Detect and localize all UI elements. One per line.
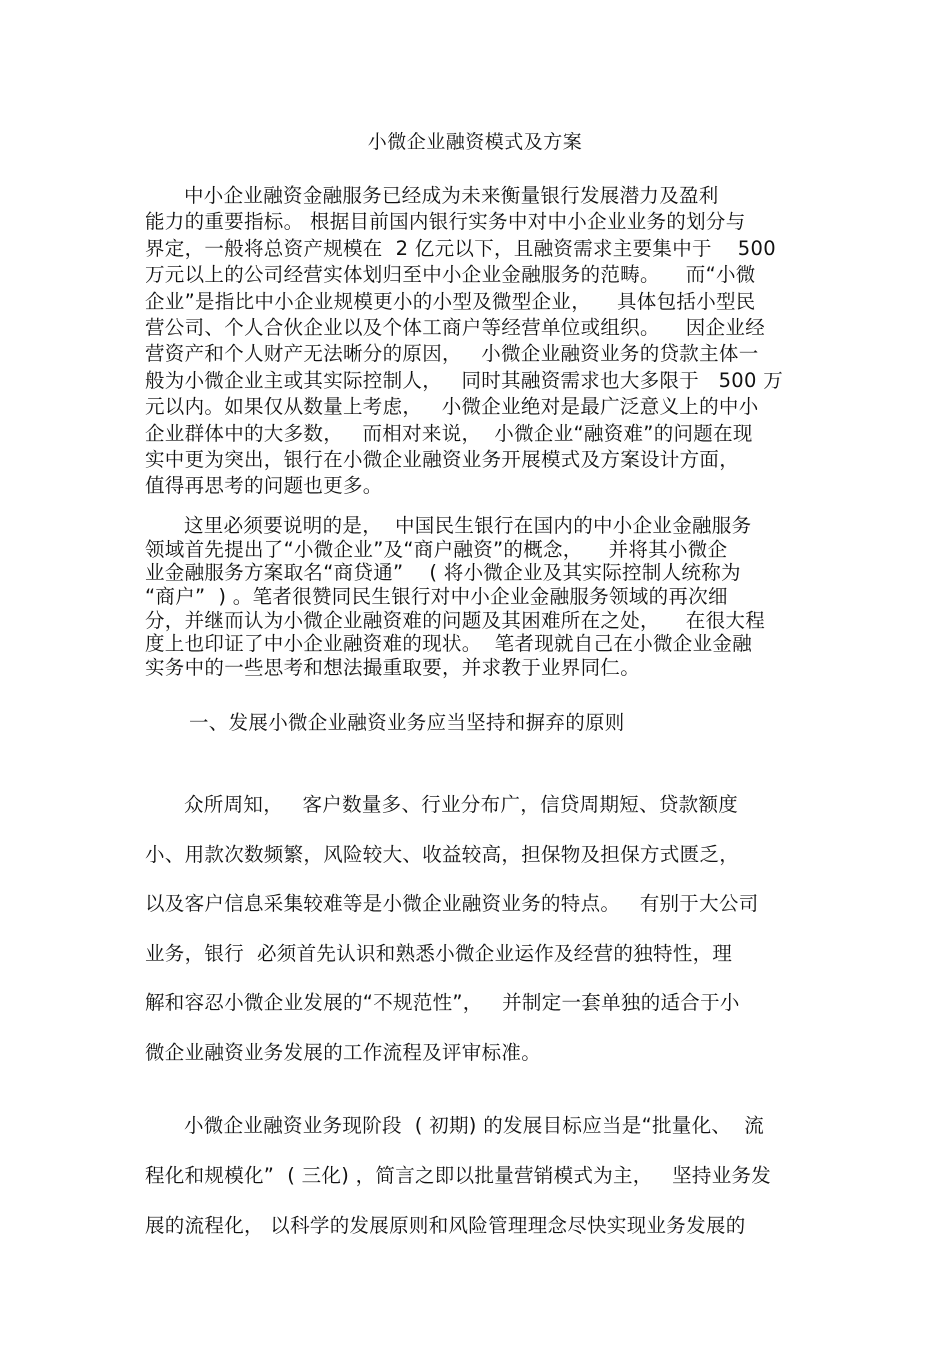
text-line: “商户” ) 。笔者很赞同民生银行对中小企业金融服务领域的再次细	[145, 585, 728, 609]
text-line: 这里必须要说明的是， 中国民生银行在国内的中小企业金融服务	[145, 514, 752, 537]
text-line: 实务中的一些思考和想法撮重取要，并求教于业界同仁。	[145, 656, 641, 680]
text-line: 元以内。如果仅从数量上考虑， 小微企业绝对是最广泛意义上的中小	[145, 395, 759, 419]
section-heading: 一、发展小微企业融资业务应当坚持和摒弃的原则	[189, 711, 625, 734]
paragraph-minsheng	[145, 514, 825, 680]
text-line: 微企业融资业务发展的工作流程及评审标准。	[145, 1040, 542, 1064]
text-line: 企业”是指比中小企业规模更小的小型及微型企业， 具体包括小型民	[145, 289, 756, 313]
text-line: 度上也印证了中小企业融资难的现状。 笔者现就自己在小微企业金融	[145, 632, 752, 656]
paragraph-intro	[145, 183, 825, 500]
text-line: 领域首先提出了“小微企业”及“商户融资”的概念， 并将其小微企	[145, 537, 728, 561]
text-line: 小微企业融资业务现阶段 ( 初期) 的发展目标应当是“批量化、 流	[145, 1114, 764, 1137]
text-line: 小、用款次数频繁，风险较大、收益较高，担保物及担保方式匮乏，	[145, 842, 740, 866]
text-line: 众所周知， 客户数量多、行业分布广，信贷周期短、贷款额度	[145, 793, 739, 816]
text-line: 界定，一般将总资产规模在 2 亿元以下，且融资需求主要集中于 500	[145, 236, 776, 260]
text-line: 营公司、个人合伙企业以及个体工商户等经营单位或组织。 因企业经	[145, 315, 765, 339]
text-line: 分，并继而认为小微企业融资难的问题及其困难所在之处， 在很大程	[145, 608, 765, 632]
text-line: 业务，银行 必须首先认识和熟悉小微企业运作及经营的独特性，理	[145, 941, 733, 965]
text-line: 实中更为突出，银行在小微企业融资业务开展模式及方案设计方面，	[145, 447, 740, 471]
text-line: 般为小微企业主或其实际控制人， 同时其融资需求也大多限于 500 万	[145, 368, 784, 392]
text-line: 解和容忍小微企业发展的“不规范性”， 并制定一套单独的适合于小	[145, 991, 740, 1015]
text-line: 值得再思考的问题也更多。	[145, 474, 383, 498]
text-line: 能力的重要指标。 根据目前国内银行实务中对中小企业业务的划分与	[145, 210, 746, 234]
text-line: 营资产和个人财产无法晰分的原因， 小微企业融资业务的贷款主体一	[145, 342, 759, 366]
document-title: 小微企业融资模式及方案	[367, 131, 583, 153]
text-line: 企业群体中的大多数， 而相对来说， 小微企业“融资难”的问题在现	[145, 421, 753, 445]
paragraph-goals	[145, 1101, 825, 1251]
text-line: 中小企业融资金融服务已经成为未来衡量银行发展潜力及盈利	[145, 184, 719, 207]
paragraph-features	[145, 780, 825, 1078]
text-line: 程化和规模化” ( 三化) ，简言之即以批量营销模式为主， 坚持业务发	[145, 1164, 772, 1187]
text-line: 展的流程化， 以科学的发展原则和风险管理理念尽快实现业务发展的	[145, 1214, 746, 1237]
text-line: 万元以上的公司经营实体划归至中小企业金融服务的范畴。 而“小微	[145, 263, 756, 287]
text-line: 业金融服务方案取名“商贷通” ( 将小微企业及其实际控制人统称为	[145, 561, 741, 585]
text-line: 以及客户信息采集较难等是小微企业融资业务的特点。 有别于大公司	[145, 892, 759, 916]
